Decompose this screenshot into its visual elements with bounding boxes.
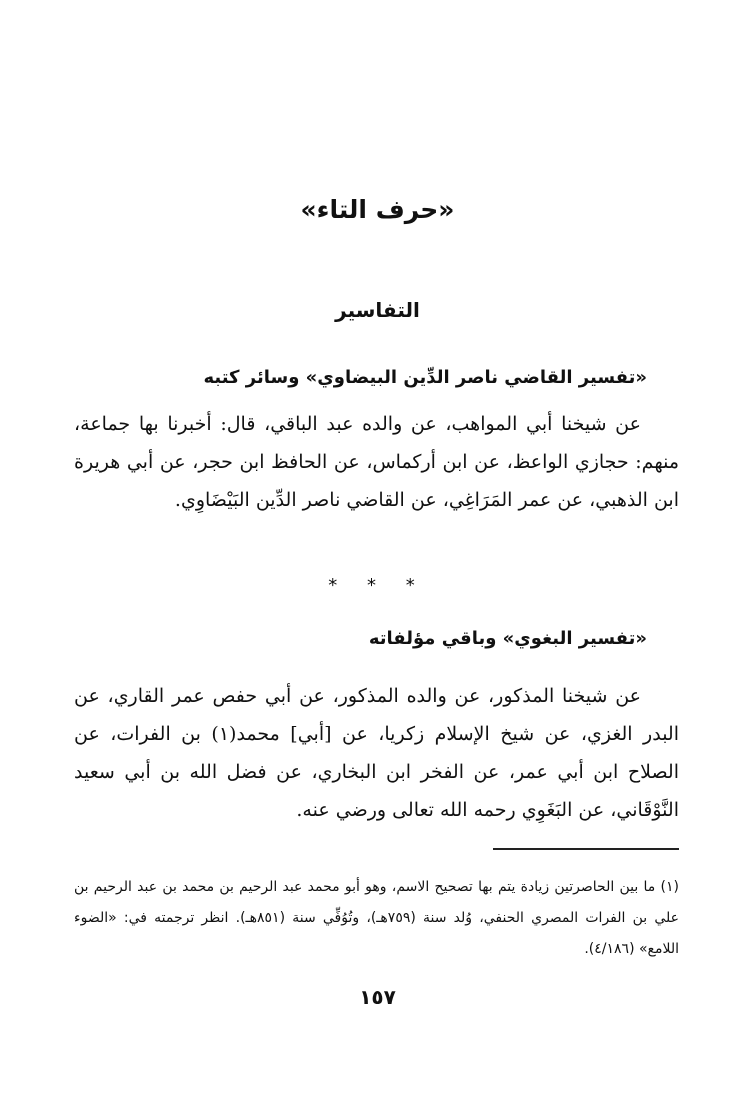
subheading-baghawi: «تفسير البغوي» وباقي مؤلفاته xyxy=(368,628,647,649)
section-separator: * * * xyxy=(328,575,427,596)
page-number: ١٥٧ xyxy=(359,985,396,1009)
subheading-baydawi: «تفسير القاضي ناصر الدِّين البيضاوي» وسائر كتبه xyxy=(203,367,647,388)
footnote: (١) ما بين الحاصرتين زيادة يتم بها تصحيح الاسم، وهو أبو محمد عبد الرحيم بن محمد بن عبد الرحيم بن علي بن الفرات المصري الحنفي، وُلد سنة (٧٥٩هـ)، وتُوُفِّي سنة (٨٥١هـ). انظر ترجمته في: «الضوء اللامع» (٤/١٨٦). xyxy=(74,879,679,957)
paragraph-baghawi: عن شيخنا المذكور، عن والده المذكور، عن أبي حفص عمر القاري، عن البدر الغزي، عن شيخ الإسلام زكريا، عن [أبي] محمد(١) بن الفرات، عن الصلاح ابن أبي عمر، عن الفخر ابن البخاري، عن فضل الله بن أبي سعيد النَّوْقَاني، عن البَغَوِي رحمه الله تعالى ورضي عنه. xyxy=(74,685,679,821)
section-title: التفاسير xyxy=(335,298,420,322)
paragraph-baydawi: عن شيخنا أبي المواهب، عن والده عبد الباقي، قال: أخبرنا بها جماعة، منهم: حجازي الواعظ، عن ابن أركماس، عن الحافظ ابن حجر، عن أبي هريرة ابن الذهبي، عن عمر المَرَاغِي، عن القاضي ناصر الدِّين البَيْضَاوِي. xyxy=(74,413,679,511)
footnote-divider xyxy=(493,848,679,850)
chapter-title: «حرف التاء» xyxy=(300,195,455,224)
